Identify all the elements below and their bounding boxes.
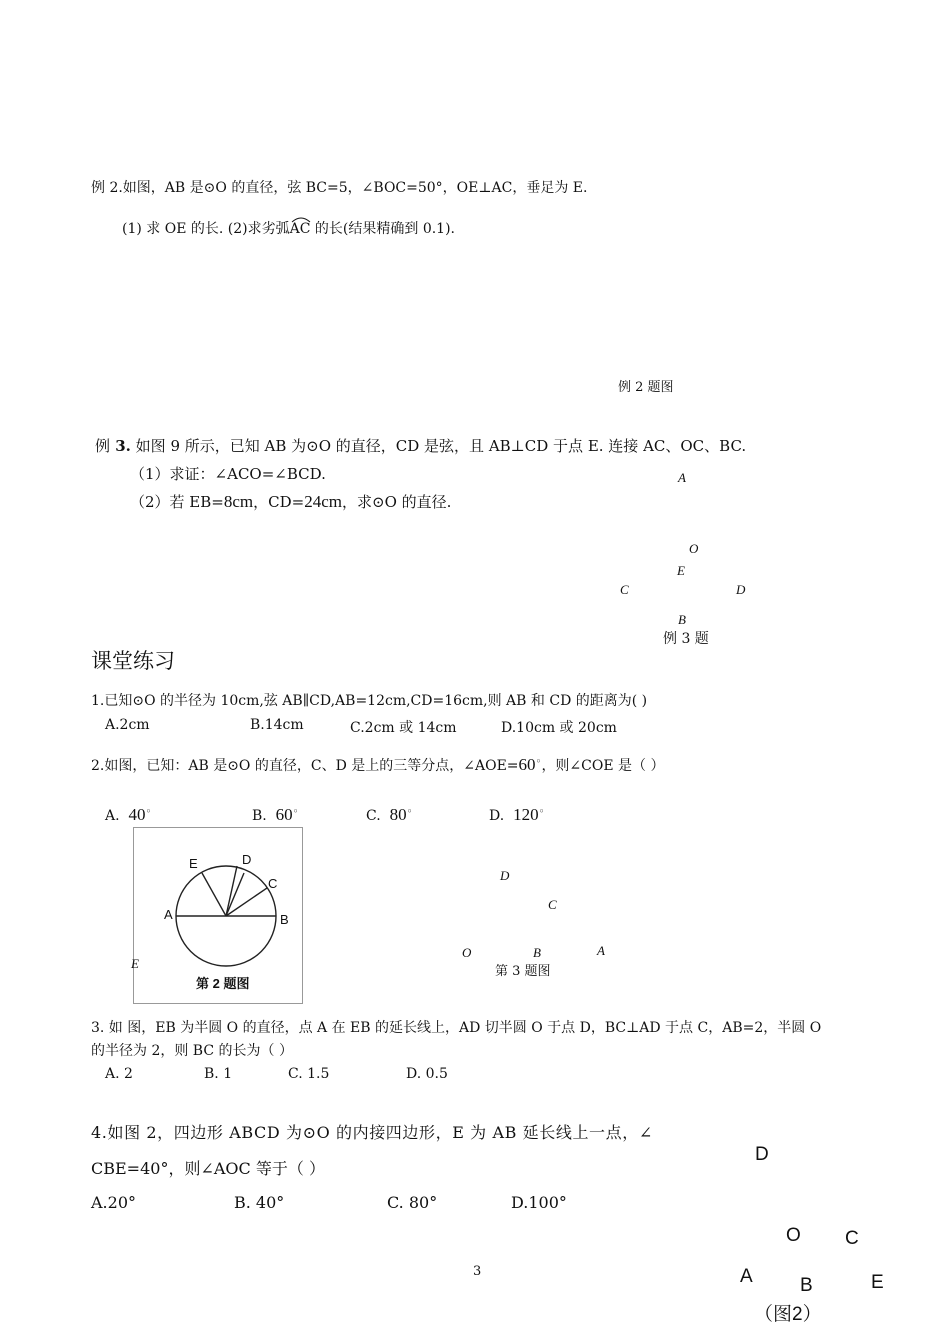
q4-text-line2: CBE=40°，则∠AOC 等于（ ） [91, 1159, 325, 1178]
q3-option-b: B. 1 [204, 1066, 233, 1082]
q1-option-b: B.14cm [250, 717, 304, 733]
q2-fig-caption: 第 2 题图 [196, 976, 250, 991]
q3-text-line2: 的半径为 2，则 BC 的长为（ ） [91, 1043, 293, 1059]
q3-option-a: A. 2 [105, 1066, 133, 1082]
practice-heading: 课堂练习 [91, 649, 175, 673]
example2-line1: 例 2.如图，AB 是⊙O 的直径，弦 BC=5，∠BOC=50°，OE⊥AC，垂足为 E. [91, 180, 588, 196]
q4-label-b: B [800, 1275, 813, 1296]
q2-option-c-letter: C. [366, 808, 381, 824]
ex3-label-a: A [678, 470, 686, 485]
q4-label-o: O [786, 1225, 801, 1246]
example2-line2-part-a: (1) 求 OE 的长. (2)求劣弧 [122, 221, 290, 237]
q4-fig-caption: （图2） [754, 1304, 822, 1325]
example3-q2-b: ，CD= [253, 493, 305, 511]
q2-option-b-value: 60 [275, 805, 293, 824]
q2-option-d-letter: D. [489, 808, 505, 824]
example3-q1: （1）求证：∠ACO=∠BCD. [130, 465, 326, 483]
q2-fig-label-c: C [268, 876, 278, 891]
q2-fig-label-a: A [164, 907, 173, 922]
example3-caption: 例 3 题 [663, 631, 709, 647]
q2-option-d-value: 120 [513, 805, 539, 824]
example3-line1-text: 如图 9 所示，已知 AB 为⊙O 的直径，CD 是弦，且 AB⊥CD 于点 E. 连接 AC、OC、BC. [130, 437, 747, 455]
q4-text-line1: 4.如图 2，四边形 ABCD 为⊙O 的内接四边形，E 为 AB 延长线上一点，∠ [91, 1123, 653, 1142]
q2-option-d [489, 805, 545, 825]
q4-option-a: A.20° [91, 1193, 136, 1212]
q4-label-a: A [740, 1266, 753, 1287]
example3-line1 [95, 435, 746, 456]
example2-caption: 例 2 题图 [618, 380, 674, 395]
q2-fig-label-d: D [242, 852, 252, 867]
q4-option-d: D.100° [511, 1193, 567, 1212]
q3-text-line1: 3. 如 图，EB 为半圆 O 的直径，点 A 在 EB 的延长线上，AD 切半圆 O 于点 D，BC⊥AD 于点 C，AB=2，半圆 O [91, 1020, 822, 1036]
ex3-label-c: C [620, 582, 629, 597]
q2-text [91, 755, 664, 775]
q1-text: 1.已知⊙O 的半径为 10cm,弦 AB∥CD,AB=12cm,CD=16cm,则 AB 和 CD 的距离为( ) [91, 693, 648, 709]
page-number: 3 [473, 1264, 482, 1279]
example2-line2-part-b: 的长(结果精确到 0.1). [310, 221, 455, 237]
q2-fig-label-e: E [189, 856, 198, 871]
arc-ac-label [290, 221, 311, 237]
example2-line2 [122, 218, 455, 238]
example3-q2 [130, 491, 451, 512]
degree-mark: ◦ [535, 756, 542, 768]
example3-q2-c: ，求⊙O 的直径. [342, 493, 452, 511]
q2-option-c-value: 80 [389, 805, 407, 824]
q2-option-a-letter: A. [105, 808, 120, 824]
q1-option-a: A.2cm [105, 717, 150, 733]
example3-number: 3. [110, 437, 131, 455]
example3-q2-eb: 8cm [223, 492, 254, 511]
q4-label-c: C [845, 1228, 859, 1249]
degree-mark: ◦ [145, 806, 152, 818]
q2-option-b [252, 805, 299, 825]
ex3-label-d: D [736, 582, 746, 597]
q4-label-e: E [871, 1272, 884, 1293]
example3-q2-cd: 24cm [304, 492, 342, 511]
q3-option-c: C. 1.5 [288, 1066, 330, 1082]
example3-prefix: 例 [95, 437, 111, 455]
degree-mark: ◦ [292, 806, 299, 818]
q2-text-b: ，则∠COE 是（ ） [541, 758, 665, 774]
q2-text-a: 2.如图，已知：AB 是⊙O 的直径，C、D 是上的三等分点，∠AOE= [91, 758, 519, 774]
ex3-label-b: B [678, 612, 686, 627]
arc-ac-text: AC [289, 221, 311, 237]
q3-stray-label-e: E [131, 956, 139, 971]
q3-label-a: A [597, 943, 605, 958]
q1-option-d: D.10cm 或 20cm [501, 720, 617, 736]
degree-mark: ◦ [538, 806, 545, 818]
q2-fig-label-b: B [280, 912, 289, 927]
q2-option-a [105, 805, 151, 825]
q2-option-b-letter: B. [252, 808, 267, 824]
q3-label-d: D [500, 868, 510, 883]
q2-option-a-value: 40 [128, 805, 146, 824]
q1-option-c: C.2cm 或 14cm [350, 720, 457, 736]
q2-option-c [366, 805, 412, 825]
degree-mark: ◦ [406, 806, 413, 818]
arc-mark [290, 215, 312, 223]
q2-figure [133, 827, 303, 1004]
q4-option-b: B. 40° [234, 1193, 285, 1212]
q3-label-b: B [533, 945, 541, 960]
example3-q2-a: （2）若 EB= [130, 493, 224, 511]
q4-option-c: C. 80° [387, 1193, 438, 1212]
ex3-label-o: O [689, 541, 699, 556]
q3-label-c: C [548, 897, 557, 912]
ex3-label-e: E [677, 563, 685, 578]
q3-option-d: D. 0.5 [406, 1066, 448, 1082]
q2-angle: 60 [518, 755, 536, 774]
q3-label-o: O [462, 945, 472, 960]
q4-label-d: D [755, 1144, 769, 1165]
q3-fig-caption: 第 3 题图 [495, 964, 551, 979]
